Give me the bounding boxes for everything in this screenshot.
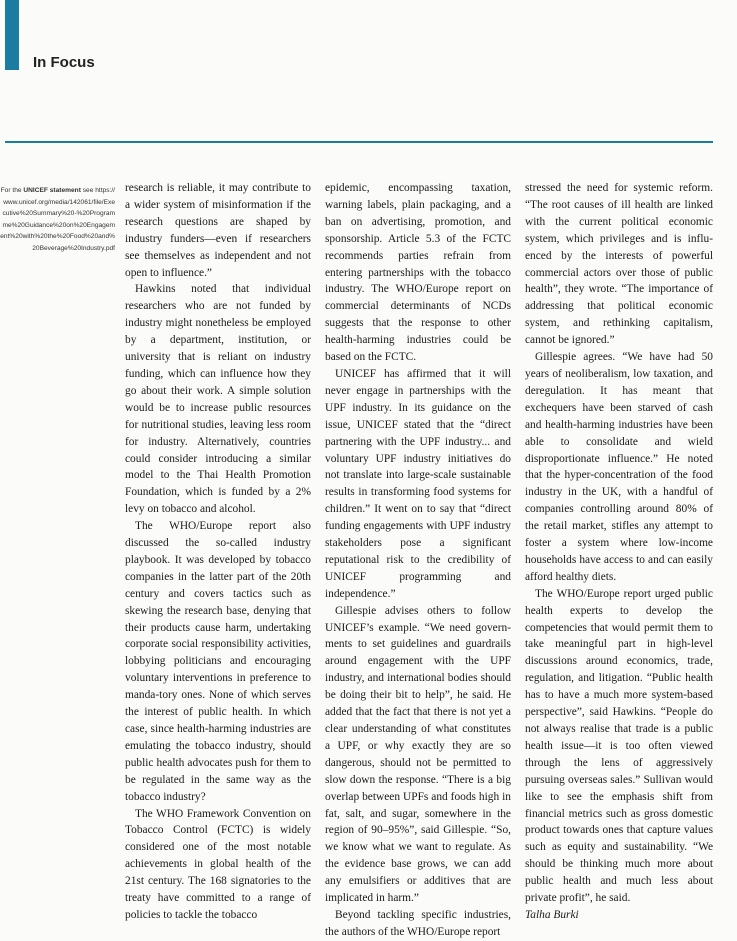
paragraph: Gillespie advises others to follow UNICEF’s example. “We need govern-ments to set guidelines and guardrails around engagement with the UPF industry, and international bodies should be doing their bit to help”, he said. He added that the fact that there is not yet a clear understanding of what constitutes a UPF, or why exactly they are so dangerous, should not be permitted to slow down the response. “There is a big overlap between UPFs and foods high in fat, salt, and sugar, somewhere in the region of 90–95%”, said Gillespie. “So, we know what we want to regulate. As the evidence base grows, we can add any emulsifiers or additives that are implicated in harm.”	[325, 604, 511, 905]
sidenote-bold: UNICEF statement	[23, 187, 81, 194]
section-title: In Focus	[33, 54, 95, 71]
sidenote-prefix: For the	[0, 187, 24, 194]
paragraph: The WHO/Europe report also discussed the so-called industry playbook. It was developed by tobacco companies in the latter part of the 20th century and covers tactics such as skewing the research base, denying that their products cause harm, undertaking corporate social responsibility activities, lobbying politicians and encouraging voluntary interventions in preference to manda-tory ones. None of which serves the interest of public health. In which case, since health-harming industries are emulating the tobacco industry, should public health advocates push for them to be regulated in the same way as the tobacco industry?	[125, 520, 311, 803]
paragraph: research is reliable, it may contribute to a wider system of misinformation if the research questions are shaped by industry funders—even if researchers see themselves as independent and not open to influence.”	[125, 182, 311, 279]
paragraph: The WHO Framework Convention on Tobacco Control (FCTC) is widely considered one of the most notable achievements in global health of the 21st century. The 168 signatories to the treaty have committed to a range of policies to tackle the tobacco	[125, 807, 311, 921]
article-column-1	[125, 180, 311, 924]
paragraph: The WHO/Europe report urged public health experts to develop the competencies that would permit them to take meaningful part in high-level discussions around economics, trade, regulation, and litigation. “Public health has to have a much more system-based perspective”, said Hawkins. “People do not always realise that trade is a public health issue—it is too often viewed through the lens of aggressively pursuing overseas sales.” Sullivan would like to see the emphasis shift from financial metrics such as gross domestic product towards ones that capture values such as equity and sustainability. “We should be thinking much more about public health and much less about private profit”, he said.	[525, 587, 713, 905]
author-byline: Talha Burki	[525, 908, 579, 921]
header-divider	[5, 141, 713, 143]
article-column-2	[325, 180, 511, 941]
paragraph: Beyond tackling specific industries, the authors of the WHO/Europe report	[325, 908, 511, 938]
article-column-3	[525, 180, 713, 924]
section-accent-bar	[5, 0, 19, 70]
paragraph: Gillespie agrees. “We have had 50 years of neoliberalism, low taxation, and deregulation. It has meant that exchequers have been starved of cash and health-harming industries have been able to consolidate and wield disproportionate influence.” He noted that the hyper-concentration of the food industry in the UK, with a handful of companies controlling around 80% of the retail market, stifles any attempt to foster a system where low-income households have access to and can easily afford healthy diets.	[525, 351, 713, 583]
paragraph: UNICEF has affirmed that it will never engage in partnerships with the UPF industry. In its guidance on the issue, UNICEF stated that the “direct partnering with the UPF industry... and voluntary UPF industry initiatives do not translate into large-scale sustainable results in transforming food systems for children.” It went on to say that “direct funding engagements with UPF industry stakeholders pose a significant reputational risk to the credibility of UNICEF programming and independence.”	[325, 367, 511, 600]
sidenote-link[interactable]	[0, 185, 115, 255]
sidenote-url: see https://www.unicef.org/media/142061/file/Executive%20Summary%20-%20Programme%20Guidance%20on%20Engagement%20with%20the%20Food%20and%20Beverage%20Industry.pdf	[0, 187, 115, 252]
paragraph: stressed the need for systemic reform. “The root causes of ill health are linked with the current political economic system, which privileges and is influ-enced by the interests of powerful commercial actors over those of public health”, they wrote. “The importance of addressing that political economic system, and rethinking capitalism, cannot be ignored.”	[525, 182, 713, 347]
paragraph: epidemic, encompassing taxation, warning labels, plain packaging, and a ban on advertising, promotion, and sponsorship. Article 5.3 of the FCTC recommends parties refrain from entering partnerships with the tobacco industry. The WHO/Europe report on commercial determinants of NCDs suggests that the response to other health-harming industries could be based on the FCTC.	[325, 182, 511, 364]
paragraph: Hawkins noted that individual researchers who are not funded by industry might nonetheless be employed by a department, institution, or university that is reliant on industry funding, which can influence how they go about their work. A simple solution would be to increase public resources for nutritional studies, leaving less room for industry. Alternatively, countries could consider introducing a similar model to the Thai Health Promotion Foundation, which is funded by a 2% levy on tobacco and alcohol.	[125, 283, 311, 516]
